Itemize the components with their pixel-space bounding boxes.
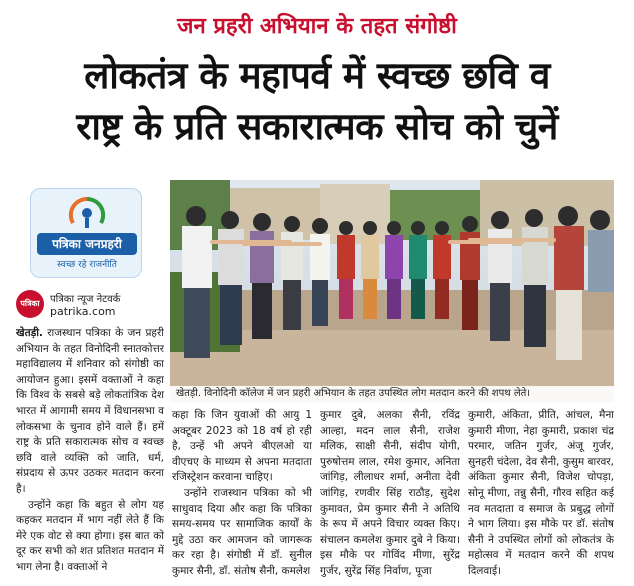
article-column-3 [320, 408, 460, 584]
section-kicker: जन प्रहरी अभियान के तहत संगोष्ठी [177, 13, 457, 39]
paragraph: उन्होंने राजस्थान पत्रिका को भी साधुवाद दिया और कहा कि पत्रिका समय-समय पर सामाजिक कार्यों के मुद्दे उठा कर आमजन को जागरूक कर रहा है। संगोष्ठी में डॉ. सुनील कुमार सैनी, डॉ. संतोष सैनी, कमलेश [172, 486, 312, 577]
headline [0, 50, 634, 152]
logo-name: पत्रिका जनप्रहरी [37, 233, 137, 255]
patrika-badge-icon: पत्रिका [16, 290, 44, 318]
photo-caption: खेतड़ी. विनोदिनी कॉलेज में जन प्रहरी अभियान के तहत उपस्थित लोग मतदान करने की शपथ लेते। [170, 386, 614, 402]
paragraph: कुमारी, अंकिता, प्रीति, आंचल, मैना कुमारी मीणा, नेहा कुमारी, प्रकाश चंद्र परमार, जतिन गुर्जर, अंजू गुर्जर, सुनहरी चंदेला, देव सैनी, कुसुम बारवर, अंकिता कुमार सैनी, विजेश चोपड़ा, सोनू मीणा, तन्नु सैनी, गौरव सहित कई नव मतदाता व समाज के प्रबुद्ध लोगों ने भाग लिया। इस मौके पर डॉ. संतोष सैनी ने उपस्थित लोगों को लोकतंत्र के महोत्सव में मतदान करने की शपथ दिलवाई। [468, 409, 614, 577]
dateline: खेतड़ी. [16, 327, 43, 339]
article-column-2 [172, 408, 312, 584]
article-column-1 [16, 326, 164, 582]
paragraph: राजस्थान पत्रिका के जन प्रहरी अभियान के तहत विनोदिनी स्नातकोत्तर महाविद्यालय में शनिवार को संगोष्ठी का आयोजन हुआ। इसमें वक्ताओं ने कहा कि विश्व के सबसे बड़े लोकतांत्रिक देश भारत में आगामी समय में विधानसभा व लोकसभा के चुनाव होने वाले हैं। हमें राष्ट्र के प्रति सकारात्मक सोच व स्वच्छ छवि वाले व्यक्ति को जाति, धर्म, संप्रदाय से ऊपर उठकर मतदान करना है। [16, 327, 164, 495]
logo-tagline: स्वच्छ रहे राजनीति [57, 260, 117, 270]
news-network-name: पत्रिका न्यूज नेटवर्क [50, 294, 121, 305]
article-column-4 [468, 408, 614, 584]
paragraph: कुमार दुबे, अलका सैनी, रविंद्र आल्हा, मदन लाल सैनी, राजेश मलिक, साक्षी सैनी, संदीप योगी, पुरुषोत्तम लाल, रमेश कुमार, अनिता जांगिड़, लीलाधर शर्मा, अनीता देवी जांगिड़, रणवीर सिंह राठौड़, सुदेश कुमावत, प्रेम कुमार सैनी ने अतिथि के रूप में अपने विचार व्यक्त किए। संचालन कमलेश कुमार दुबे ने किया। इस मौके पर गोविंद मीणा, सुरेंद्र गुर्जर, सुरेंद्र सिंह निर्वाण, पूजा [320, 409, 460, 577]
source-url: patrika.com [50, 305, 116, 318]
headline-line-1: लोकतंत्र के महापर्व में स्वच्छ छवि व [84, 54, 550, 97]
paragraph: कहा कि जिन युवाओं की आयु 1 अक्टूबर 2023 को 18 वर्ष हो रही है, उन्हें भी अपने बीएलओ या वीएचए के माध्यम से अपना मतदाता रजिस्ट्रेशन करवाना चाहिए। [172, 409, 312, 484]
source-credit [16, 290, 166, 320]
campaign-emblem-icon [65, 191, 109, 231]
group-oath-photo [170, 180, 614, 402]
janprahari-logo [30, 188, 142, 278]
headline-line-2: राष्ट्र के प्रति सकारात्मक सोच को चुनें [76, 105, 558, 148]
paragraph: उन्होंने कहा कि बहुत से लोग यह कहकर मतदान में भाग नहीं लेते हैं कि मेरे एक वोट से क्या होगा। इस बात को दूर कर सभी को शत प्रतिशत मतदान में भाग लेना है। वक्ताओं ने [16, 498, 164, 573]
